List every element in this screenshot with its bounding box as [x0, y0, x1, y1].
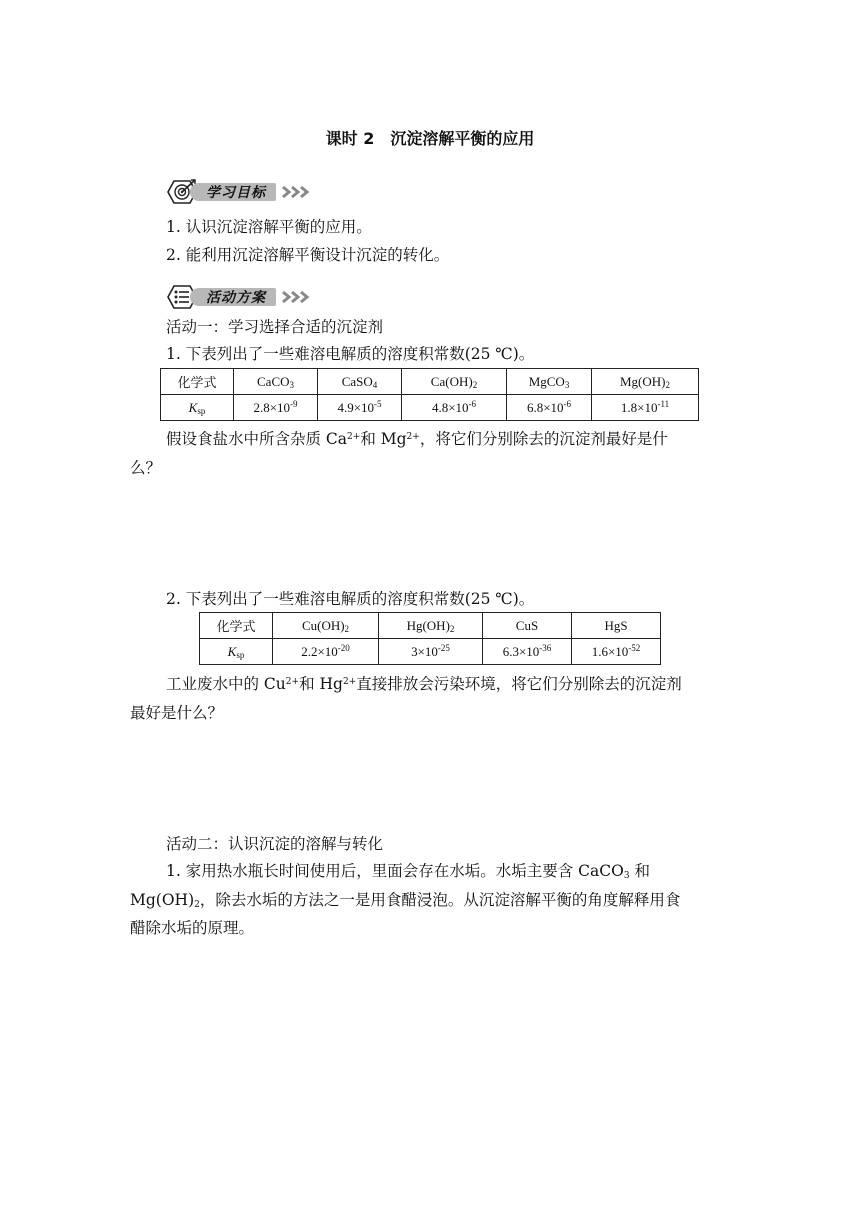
ksp-value: $6.8\times 10^{-6}$	[507, 395, 592, 421]
ksp-value: $1.6\times 10^{-52}$	[572, 639, 661, 665]
ksp-value: $2.2\times 10^{-20}$	[273, 639, 379, 665]
table-ksp-row	[200, 639, 661, 665]
ksp-value: $1.8\times 10^{-11}$	[592, 395, 699, 421]
activity1-q1-intro: 1. 下表列出了一些难溶电解质的溶度积常数(25 ℃)。	[166, 345, 535, 363]
activities-badge-label: 活动方案	[206, 290, 266, 306]
activity1-heading: 活动一：学习选择合适的沉淀剂	[166, 318, 384, 336]
activity2-q1-line3: 醋除水垢的原理。	[130, 919, 255, 937]
compound-cell: HgS	[572, 613, 661, 639]
goals-badge	[164, 177, 312, 207]
activity1-q1-question-line2: 么？	[130, 459, 162, 477]
ksp-value: $4.9\times 10^{-5}$	[318, 395, 402, 421]
goal-item-2: 2. 能利用沉淀溶解平衡设计沉淀的转化。	[166, 246, 450, 264]
table-header-row	[200, 613, 661, 639]
compound-cell: $Mg(OH)_2$	[592, 369, 699, 395]
table-header-row	[161, 369, 699, 395]
ksp-label: $K_{sp}$	[200, 639, 273, 665]
activity1-q2-question: 工业废水中的 $Cu^{2+}$和 $Hg^{2+}$直接排放会污染环境，将它们分别除去的沉淀剂	[166, 675, 682, 693]
compound-cell: CuS	[483, 613, 572, 639]
compound-cell: CaSO$_4$	[318, 369, 402, 395]
activity2-q1-line1: 1. 家用热水瓶长时间使用后，里面会存在水垢。水垢主要含 CaCO$_3$ 和	[166, 862, 650, 881]
table-header-label: 化学式	[200, 613, 273, 639]
ksp-table-1	[160, 368, 699, 421]
table-ksp-row	[161, 395, 699, 421]
activity2-heading: 活动二：认识沉淀的溶解与转化	[166, 835, 384, 853]
ksp-value: $3\times 10^{-25}$	[379, 639, 483, 665]
goals-badge-label: 学习目标	[206, 185, 266, 201]
page-title: 课时 2 沉淀溶解平衡的应用	[325, 129, 535, 148]
table-header-label: 化学式	[161, 369, 234, 395]
goal-item-1: 1. 认识沉淀溶解平衡的应用。	[166, 218, 372, 236]
compound-cell: $Cu(OH)_2$	[273, 613, 379, 639]
compound-cell: $Hg(OH)_2$	[379, 613, 483, 639]
activity1-q2-intro: 2. 下表列出了一些难溶电解质的溶度积常数(25 ℃)。	[166, 590, 535, 608]
ksp-value: $2.8\times 10^{-9}$	[234, 395, 318, 421]
compound-cell: $Ca(OH)_2$	[402, 369, 507, 395]
compound-cell: MgCO$_3$	[507, 369, 592, 395]
activity1-q1-question: 假设食盐水中所含杂质 $Ca^{2+}$和 $Mg^{2+}$，将它们分别除去的沉淀剂最好是什	[166, 430, 668, 448]
activities-badge	[164, 282, 312, 312]
ksp-table-2	[199, 612, 661, 665]
ksp-value: $4.8\times 10^{-6}$	[402, 395, 507, 421]
compound-cell: CaCO$_3$	[234, 369, 318, 395]
activity2-q1-line2: $Mg(OH)_2$，除去水垢的方法之一是用食醋浸泡。从沉淀溶解平衡的角度解释用食	[130, 891, 681, 910]
chevrons-icon	[282, 185, 312, 199]
activity1-q2-question-line2: 最好是什么？	[130, 704, 224, 722]
goals-badge-bar	[190, 183, 276, 201]
activities-badge-bar	[190, 288, 276, 306]
ksp-label: $K_{sp}$	[161, 395, 234, 421]
chevrons-icon	[282, 290, 312, 304]
ksp-value: $6.3\times 10^{-36}$	[483, 639, 572, 665]
